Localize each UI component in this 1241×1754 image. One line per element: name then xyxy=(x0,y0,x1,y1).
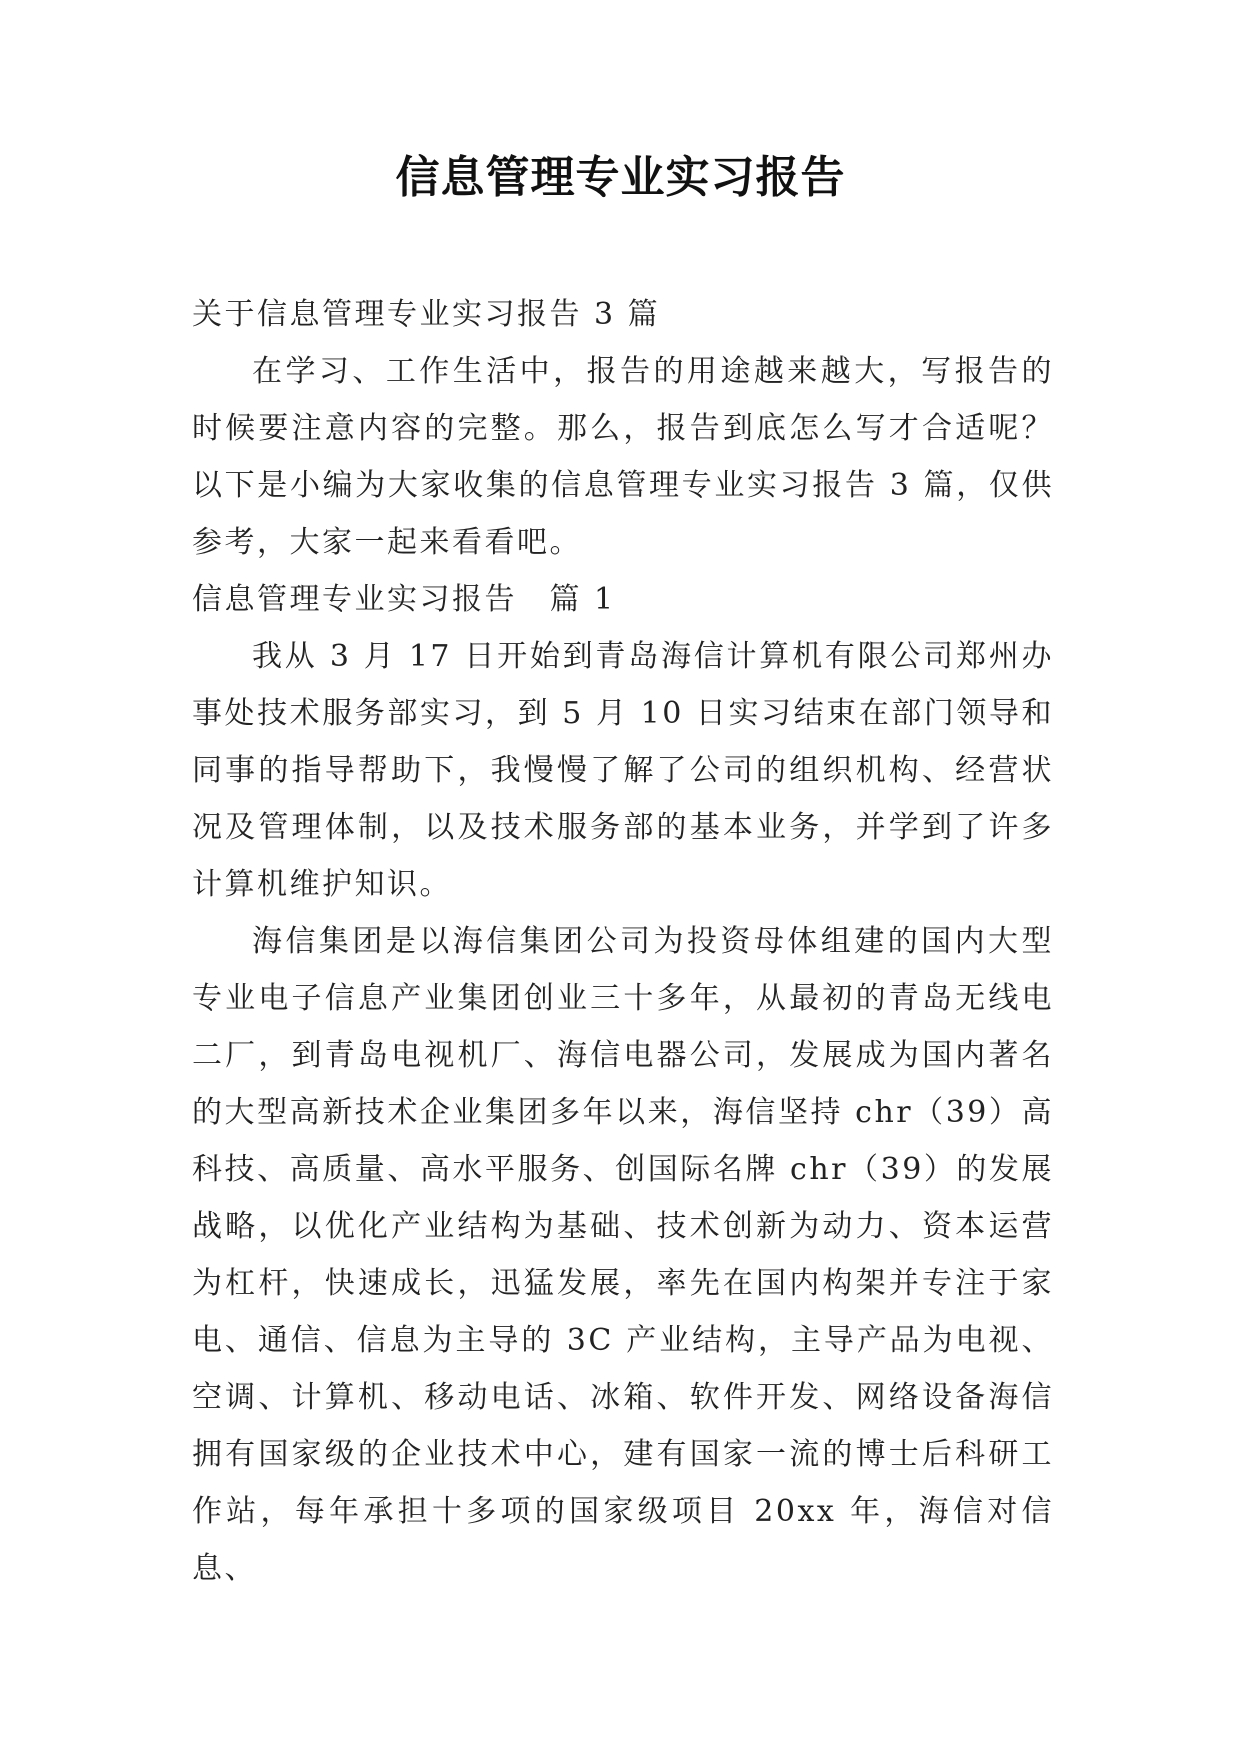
document-title: 信息管理专业实习报告 xyxy=(395,152,846,203)
body-paragraph-2: 海信集团是以海信集团公司为投资母体组建的国内大型专业电子信息产业集团创业三十多年，从最初的青岛无线电二厂，到青岛电视机厂、海信电器公司，发展成为国内著名的大型高新技术企业集团多年以来，海信坚持 chr（39）高科技、高质量、高水平服务、创国际名牌 chr（39）的发展战略，以优化产业结构为基础、技术创新为动力、资本运营为杠杆，快速成长，迅猛发展，率先在国内构架并专注于家电、通信、信息为主导的 3C 产业结构，主导产品为电视、空调、计算机、移动电话、冰箱、软件开发、网络设备海信拥有国家级的企业技术中心，建有国家一流的博士后科研工作站，每年承担十多项的国家级项目 20xx 年，海信对信息、 xyxy=(192,924,1054,1586)
body-paragraph-1: 我从 3 月 17 日开始到青岛海信计算机有限公司郑州办事处技术服务部实习，到 5 月 10 日实习结束在部门领导和同事的指导帮助下，我慢慢了解了公司的组织机构、经营状况及管理体制，以及技术服务部的基本业务，并学到了许多计算机维护知识。 xyxy=(192,639,1054,902)
document-body xyxy=(192,286,1054,1597)
section-heading: 信息管理专业实习报告 篇 1 xyxy=(192,582,616,617)
document-subtitle: 关于信息管理专业实习报告 3 篇 xyxy=(192,297,661,332)
intro-paragraph: 在学习、工作生活中，报告的用途越来越大，写报告的时候要注意内容的完整。那么，报告到底怎么写才合适呢？以下是小编为大家收集的信息管理专业实习报告 3 篇，仅供参考，大家一起来看看吧。 xyxy=(192,354,1054,560)
